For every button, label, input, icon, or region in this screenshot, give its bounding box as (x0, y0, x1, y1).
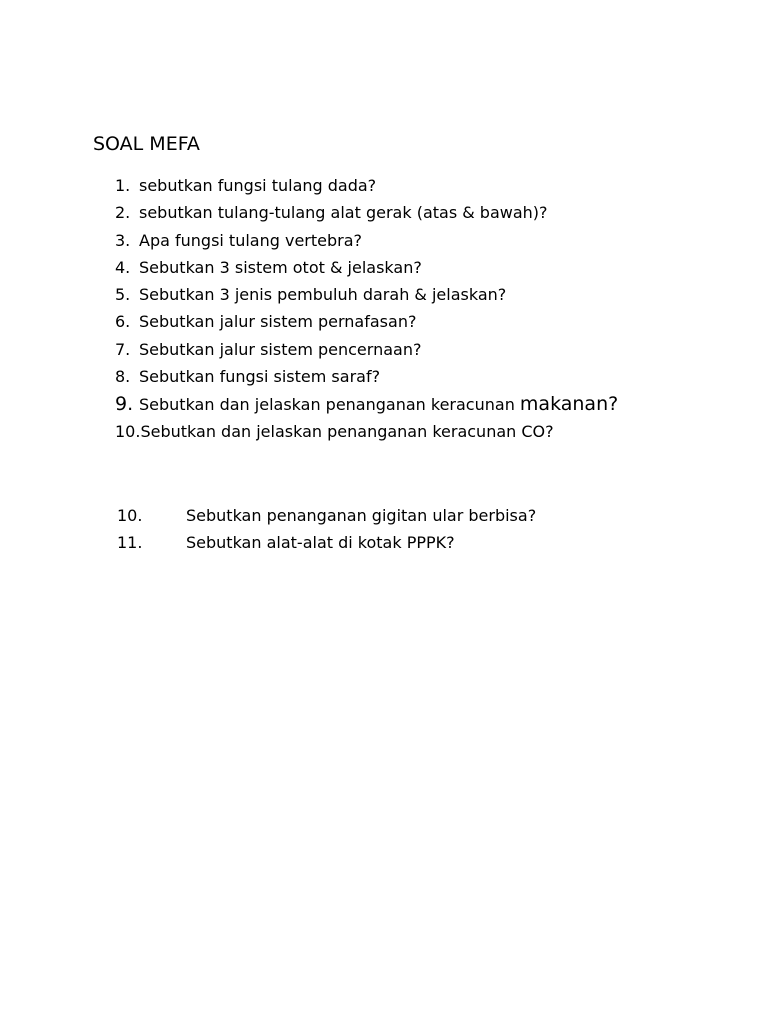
list-item (115, 256, 618, 283)
list-item-text: Sebutkan jalur sistem pernafasan? (139, 312, 417, 332)
list-item-number: 2. (115, 203, 131, 223)
list-item-number: 7. (115, 339, 131, 359)
list-item (115, 420, 618, 447)
list-item (115, 365, 618, 392)
list-item-text: Sebutkan jalur sistem pencernaan? (139, 339, 422, 359)
list-item-number: 10. (115, 421, 141, 441)
list-item-text: Sebutkan dan jelaskan penanganan keracunan CO? (140, 421, 554, 441)
list-item (115, 310, 618, 337)
list-item (115, 338, 618, 365)
list-item-text: Sebutkan 3 jenis pembuluh darah & jelaskan? (139, 285, 507, 305)
list-item-number: 11. (117, 533, 143, 553)
list-item (117, 531, 536, 558)
extra-question-list (117, 504, 536, 559)
list-item-text: Sebutkan 3 sistem otot & jelaskan? (139, 257, 422, 277)
list-item-number: 6. (115, 312, 131, 332)
list-item-number: 4. (115, 257, 131, 277)
list-item-text: Sebutkan fungsi sistem saraf? (139, 367, 381, 387)
list-item-text-tail: makanan? (519, 393, 619, 416)
list-item (115, 283, 618, 310)
list-item-text: sebutkan tulang-tulang alat gerak (atas & bawah)? (139, 203, 548, 223)
list-item (115, 201, 618, 228)
list-item-number: 3. (115, 230, 131, 250)
question-list (115, 174, 618, 447)
list-item-text: Sebutkan dan jelaskan penanganan keracunan (139, 395, 515, 415)
list-item-number: 9. (115, 393, 134, 416)
document-title: SOAL MEFA (93, 133, 200, 155)
list-item (115, 229, 618, 256)
list-item (115, 392, 618, 419)
list-item-number: 1. (115, 176, 131, 195)
list-item-number: 5. (115, 285, 131, 305)
list-item (117, 504, 536, 531)
list-item-number: 10. (117, 506, 143, 525)
list-item (115, 174, 618, 201)
list-item-text: Apa fungsi tulang vertebra? (139, 230, 363, 250)
list-item-number: 8. (115, 367, 131, 387)
list-item-text: Sebutkan alat-alat di kotak PPPK? (186, 533, 455, 553)
list-item-text: Sebutkan penanganan gigitan ular berbisa? (186, 506, 537, 525)
list-item-text: sebutkan fungsi tulang dada? (139, 176, 377, 195)
